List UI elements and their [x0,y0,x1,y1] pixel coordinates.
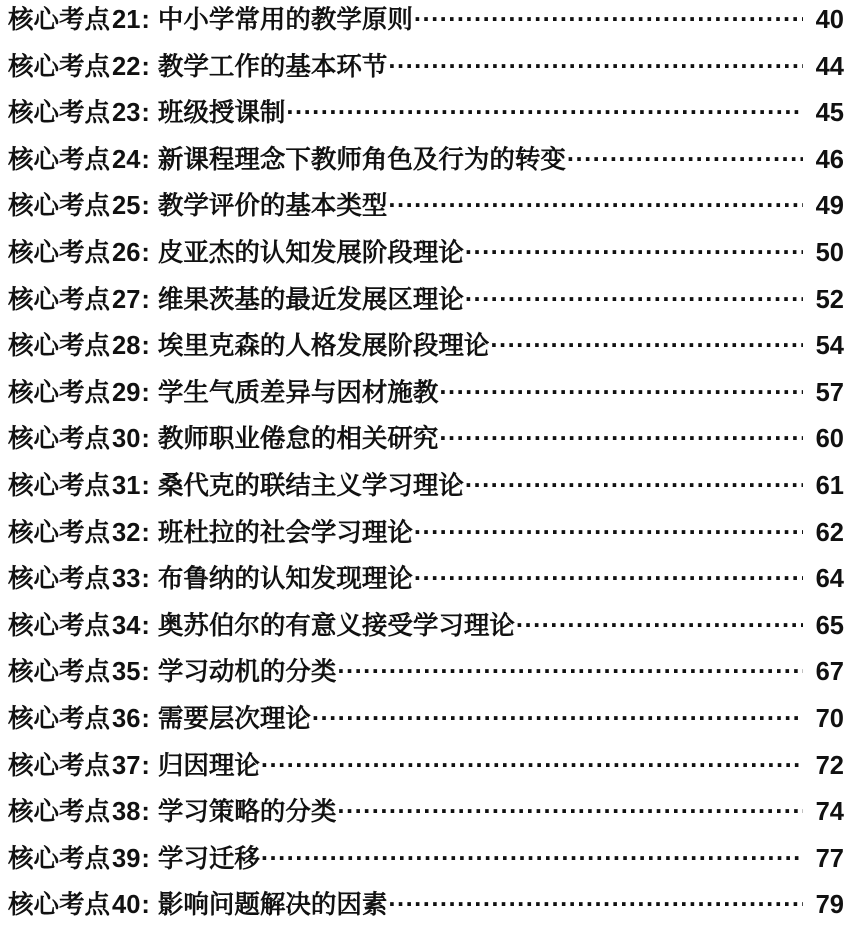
toc-entry-leader [388,888,803,914]
toc-entry-page-number: 45 [815,99,844,128]
toc-entry-label: 核心考点 [8,99,111,128]
toc-entry-number: 40 [112,891,141,920]
toc-entry-number: 31 [112,471,141,500]
toc-entry-leader [439,422,803,448]
toc-entry-title: 奥苏伯尔的有意义接受学习理论 [157,611,515,640]
toc-entry-label: 核心考点 [8,285,111,314]
toc-entry-label: 核心考点 [8,844,111,873]
toc-entry-number: 25 [112,192,141,221]
toc-entry-number: 34 [112,611,141,640]
toc-entry-title: 需要层次理论 [157,704,311,733]
toc-entry-number: 38 [112,798,141,827]
toc-entry-number: 39 [112,844,141,873]
toc-entry-title: 教学评价的基本类型 [157,192,388,221]
toc-entry-colon: : [141,611,150,640]
toc-entry-page-number: 44 [815,52,844,81]
toc-entry-page-number: 61 [815,471,844,500]
toc-entry-colon: : [141,798,150,827]
toc-entry[interactable] [8,513,844,560]
toc-entry-title: 学习动机的分类 [157,658,337,687]
toc-entry-title: 皮亚杰的认知发展阶段理论 [157,238,464,267]
toc-entry-title: 桑代克的联结主义学习理论 [157,471,464,500]
toc-entry-colon: : [141,565,150,594]
toc-entry[interactable] [8,699,844,746]
toc-entry-colon: : [141,844,150,873]
toc-entry[interactable] [8,746,844,793]
toc-entry-colon: : [141,6,150,34]
toc-entry[interactable] [8,839,844,886]
toc-entry-label: 核心考点 [8,52,111,81]
toc-entry-label: 核心考点 [8,425,111,454]
toc-entry[interactable] [8,0,844,47]
toc-entry-page-number: 70 [815,704,844,733]
toc-entry-leader [414,515,803,541]
toc-entry-leader [261,841,803,867]
toc-entry-number: 21 [112,6,141,34]
toc-entry[interactable] [8,233,844,280]
toc-entry-number: 30 [112,425,141,454]
toc-entry-colon: : [141,518,150,547]
toc-entry-leader [312,701,803,727]
toc-entry-colon: : [141,704,150,733]
toc-entry-colon: : [141,378,150,407]
toc-entry[interactable] [8,652,844,699]
toc-entry-leader [490,329,803,355]
toc-entry-colon: : [141,658,150,687]
toc-entry[interactable] [8,885,844,932]
toc-entry-colon: : [141,99,150,128]
toc-entry-leader [286,96,803,122]
toc-entry[interactable] [8,466,844,513]
toc-entry-label: 核心考点 [8,192,111,221]
toc-entry-title: 影响问题解决的因素 [157,891,388,920]
toc-entry-label: 核心考点 [8,518,111,547]
toc-entry-title: 维果茨基的最近发展区理论 [157,285,464,314]
toc-entry-colon: : [141,52,150,81]
toc-entry-title: 学习策略的分类 [157,798,337,827]
toc-entry-leader [516,608,803,634]
toc-entry-label: 核心考点 [8,658,111,687]
toc-entry-number: 22 [112,52,141,81]
toc-entry-label: 核心考点 [8,471,111,500]
toc-entry-label: 核心考点 [8,565,111,594]
toc-entry-title: 教学工作的基本环节 [157,52,388,81]
toc-entry-label: 核心考点 [8,332,111,361]
toc-entry-page-number: 67 [815,658,844,687]
toc-entry-leader [465,235,803,261]
toc-entry-page-number: 54 [815,332,844,361]
toc-entry-label: 核心考点 [8,798,111,827]
toc-entry-label: 核心考点 [8,238,111,267]
toc-entry[interactable] [8,280,844,327]
toc-entry-number: 28 [112,332,141,361]
toc-entry-leader [439,375,803,401]
toc-entry-number: 29 [112,378,141,407]
toc-entry[interactable] [8,47,844,94]
toc-entry-number: 27 [112,285,141,314]
toc-entry-leader [261,748,803,774]
toc-entry-title: 归因理论 [157,751,260,780]
toc-entry-page-number: 40 [815,6,844,34]
toc-entry[interactable] [8,93,844,140]
toc-entry-title: 班杜拉的社会学习理论 [157,518,413,547]
toc-entry[interactable] [8,140,844,187]
toc-entry-colon: : [141,425,150,454]
toc-entry-label: 核心考点 [8,145,111,174]
toc-entry-number: 33 [112,565,141,594]
toc-entry-number: 24 [112,145,141,174]
toc-entry-page-number: 50 [815,238,844,267]
toc-entry-page-number: 65 [815,611,844,640]
toc-entry[interactable] [8,792,844,839]
toc-entry-page-number: 77 [815,844,844,873]
toc-entry[interactable] [8,419,844,466]
toc-entry-leader [465,282,803,308]
toc-entry-title: 学生气质差异与因材施教 [157,378,439,407]
toc-entry-colon: : [141,285,150,314]
toc-entry-leader [337,655,803,681]
toc-entry-title: 学习迁移 [157,844,260,873]
toc-entry-number: 32 [112,518,141,547]
toc-entry-number: 36 [112,704,141,733]
toc-entry-title: 布鲁纳的认知发现理论 [157,565,413,594]
toc-entry-page-number: 74 [815,798,844,827]
toc-entry[interactable] [8,186,844,233]
toc-entry-colon: : [141,192,150,221]
toc-entry-title: 班级授课制 [157,99,286,128]
toc-entry-title: 教师职业倦怠的相关研究 [157,425,439,454]
toc-entry[interactable] [8,606,844,653]
toc-entry-label: 核心考点 [8,611,111,640]
toc-entry-colon: : [141,751,150,780]
toc-entry-page-number: 62 [815,518,844,547]
toc-entry-page-number: 64 [815,565,844,594]
toc-entry-page-number: 57 [815,378,844,407]
toc-entry-leader [337,795,803,821]
toc-entry[interactable] [8,559,844,606]
toc-entry-colon: : [141,145,150,174]
toc-entry-title: 中小学常用的教学原则 [157,6,413,34]
toc-entry-colon: : [141,891,150,920]
toc-entry-leader [388,49,803,75]
toc-entry-label: 核心考点 [8,378,111,407]
toc-entry-label: 核心考点 [8,6,111,34]
toc-entry-number: 35 [112,658,141,687]
toc-entry-page-number: 79 [815,891,844,920]
toc-entry-colon: : [141,332,150,361]
toc-entry-page-number: 49 [815,192,844,221]
toc-entry-page-number: 72 [815,751,844,780]
toc-entry-leader [414,3,803,29]
toc-entry-leader [388,189,803,215]
toc-entry-number: 37 [112,751,141,780]
toc-entry[interactable] [8,326,844,373]
toc-entry-leader [567,142,803,168]
toc-entry-label: 核心考点 [8,751,111,780]
toc-entry-page-number: 46 [815,145,844,174]
toc-entry-number: 23 [112,99,141,128]
toc-entry-colon: : [141,471,150,500]
toc-entry[interactable] [8,373,844,420]
toc-entry-page-number: 52 [815,285,844,314]
toc-entry-title: 新课程理念下教师角色及行为的转变 [157,145,566,174]
toc-entry-page-number: 60 [815,425,844,454]
toc-entry-leader [465,468,803,494]
toc-entry-number: 26 [112,238,141,267]
toc-entry-colon: : [141,238,150,267]
toc-entry-leader [414,562,803,588]
toc-entry-label: 核心考点 [8,704,111,733]
toc-entry-title: 埃里克森的人格发展阶段理论 [157,332,490,361]
toc-entry-label: 核心考点 [8,891,111,920]
